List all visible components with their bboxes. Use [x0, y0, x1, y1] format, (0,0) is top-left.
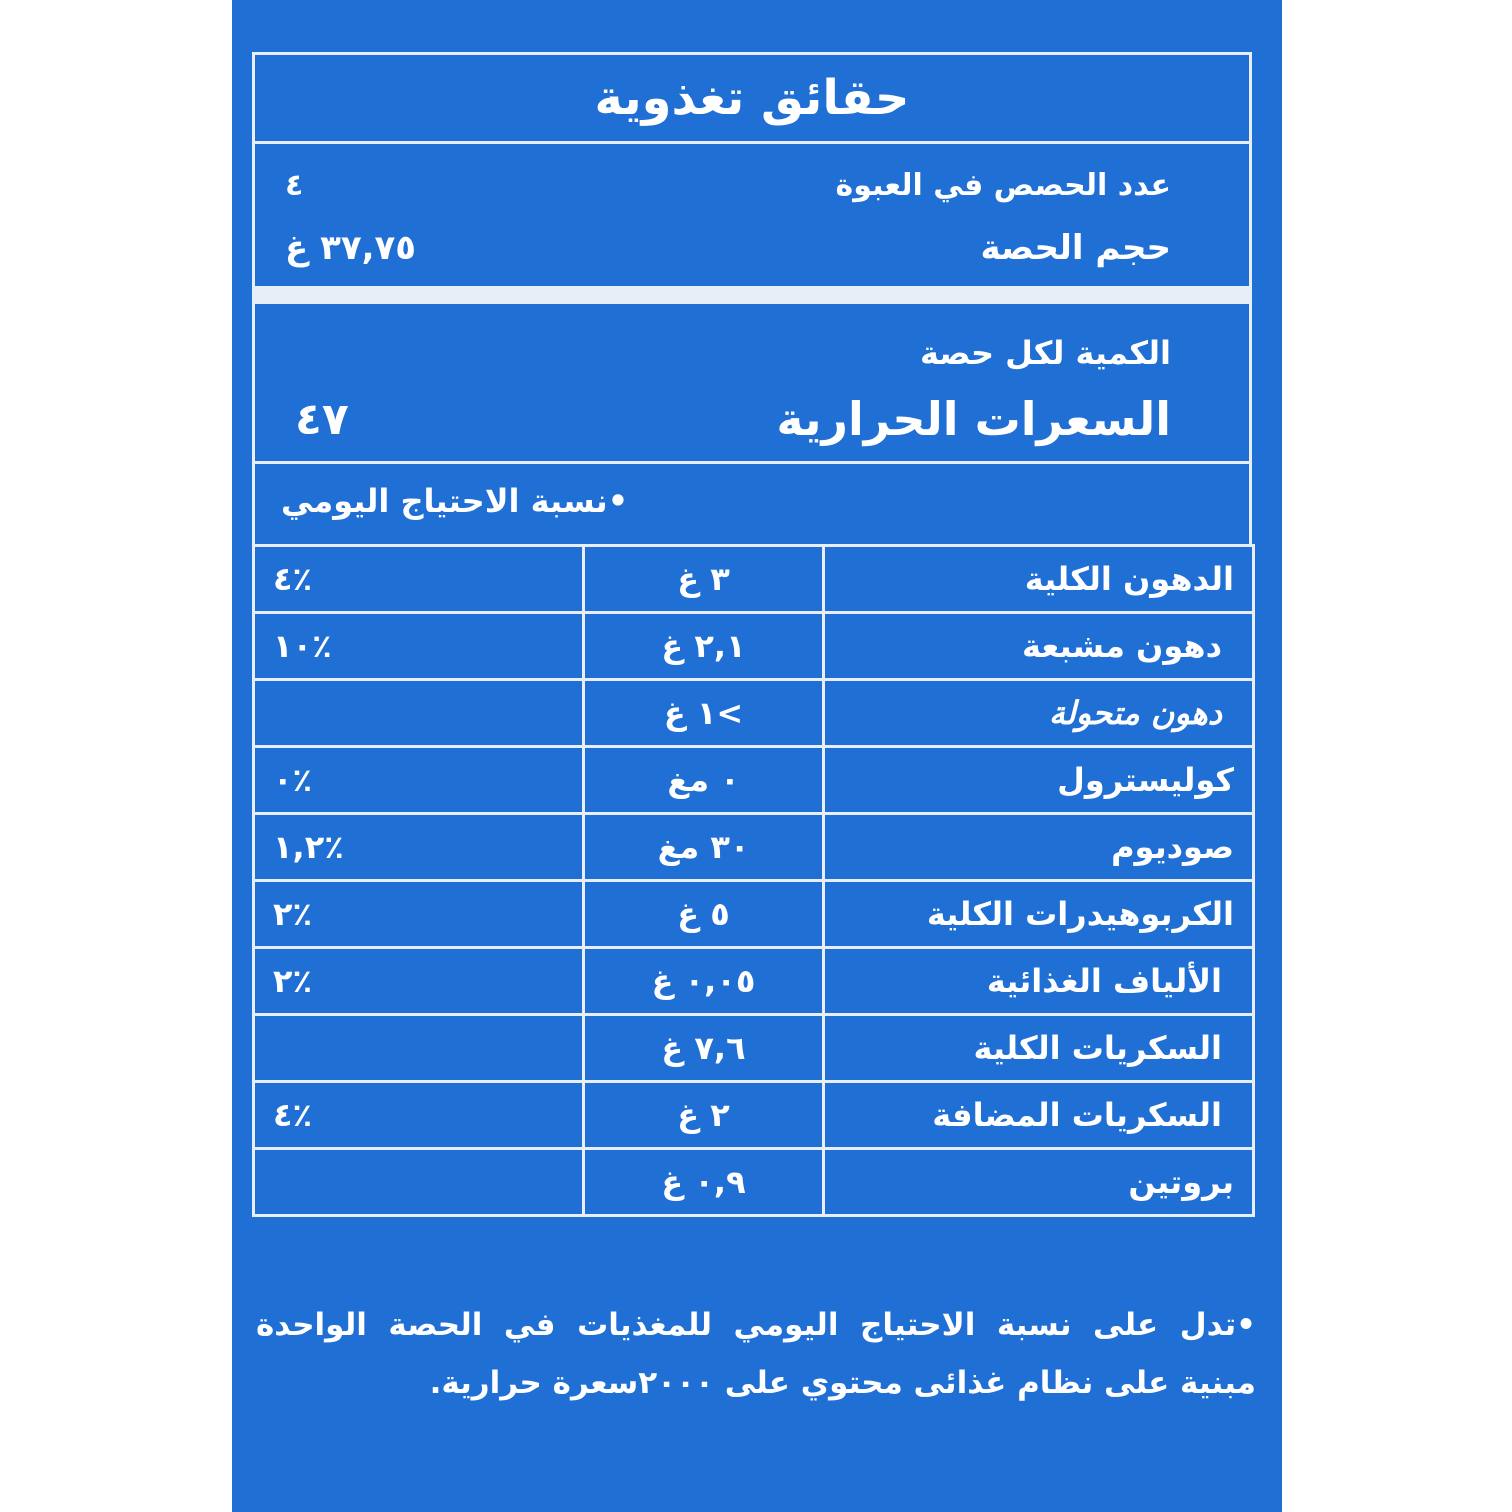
nutrient-daily-value: ٪١٠ [254, 613, 584, 680]
table-row [254, 948, 1254, 1015]
nutrient-daily-value: ٪٤ [254, 546, 584, 613]
nutrient-daily-value [254, 1015, 584, 1082]
nutrient-daily-value [254, 680, 584, 747]
nutrient-daily-value: ٪٢ [254, 948, 584, 1015]
nutrient-daily-value: ٪٢ [254, 881, 584, 948]
nutrient-name: السكريات المضافة [824, 1082, 1254, 1149]
daily-value-header-row [252, 464, 1252, 544]
serving-info [252, 144, 1252, 286]
nutrient-amount: ٧,٦ غ [584, 1015, 824, 1082]
table-row [254, 814, 1254, 881]
nutrient-name: بروتين [824, 1149, 1254, 1216]
nutrient-amount: ٣ غ [584, 546, 824, 613]
section-divider [252, 286, 1252, 304]
nutrient-amount: ٠,٠٥ غ [584, 948, 824, 1015]
nutrient-daily-value: ٪٤ [254, 1082, 584, 1149]
servings-per-container-value: ٤ [285, 168, 304, 203]
table-row [254, 680, 1254, 747]
nutrient-name: كوليسترول [824, 747, 1254, 814]
nutrient-name: الدهون الكلية [824, 546, 1254, 613]
daily-value-footnote: •تدل على نسبة الاحتياج اليومي للمغذيات في الحصة الواحدة مبنية على نظام غذائى محتوي على ٢٠٠٠سعرة حرارية. [256, 1307, 1256, 1401]
servings-per-container-label: عدد الحصص في العبوة [835, 168, 1171, 203]
amount-per-serving-label: الكمية لكل حصة [920, 334, 1171, 372]
nutrient-amount: >١ غ [584, 680, 824, 747]
nutrition-facts-title: حقائق تغذوية [252, 52, 1252, 144]
nutrient-table [252, 544, 1255, 1217]
nutrient-daily-value [254, 1149, 584, 1216]
nutrient-name: دهون مشبعة [824, 613, 1254, 680]
nutrient-name: الألياف الغذائية [824, 948, 1254, 1015]
table-row [254, 613, 1254, 680]
table-row [254, 1149, 1254, 1216]
table-row [254, 546, 1254, 613]
serving-size-label: حجم الحصة [980, 228, 1171, 268]
nutrient-amount: ٠ مغ [584, 747, 824, 814]
nutrition-facts-panel [232, 0, 1282, 1512]
nutrient-name: صوديوم [824, 814, 1254, 881]
table-row [254, 747, 1254, 814]
nutrient-name: السكريات الكلية [824, 1015, 1254, 1082]
nutrient-name: الكربوهيدرات الكلية [824, 881, 1254, 948]
nutrient-name: دهون متحولة [824, 680, 1254, 747]
nutrient-amount: ٢ غ [584, 1082, 824, 1149]
nutrient-amount: ٣٠ مغ [584, 814, 824, 881]
nutrient-amount: ٥ غ [584, 881, 824, 948]
nutrient-amount: ٠,٩ غ [584, 1149, 824, 1216]
nutrient-amount: ٢,١ غ [584, 613, 824, 680]
calories-value: ٤٧ [295, 394, 349, 445]
calories-label: السعرات الحرارية [776, 392, 1171, 446]
calories-section [252, 304, 1252, 464]
table-row [254, 1015, 1254, 1082]
daily-value-header: •نسبة الاحتياج اليومي [281, 482, 629, 520]
nutrient-daily-value: ٪١,٢ [254, 814, 584, 881]
serving-size-value: ٣٧,٧٥ غ [285, 228, 416, 268]
nutrient-daily-value: ٪٠ [254, 747, 584, 814]
table-row [254, 881, 1254, 948]
table-row [254, 1082, 1254, 1149]
